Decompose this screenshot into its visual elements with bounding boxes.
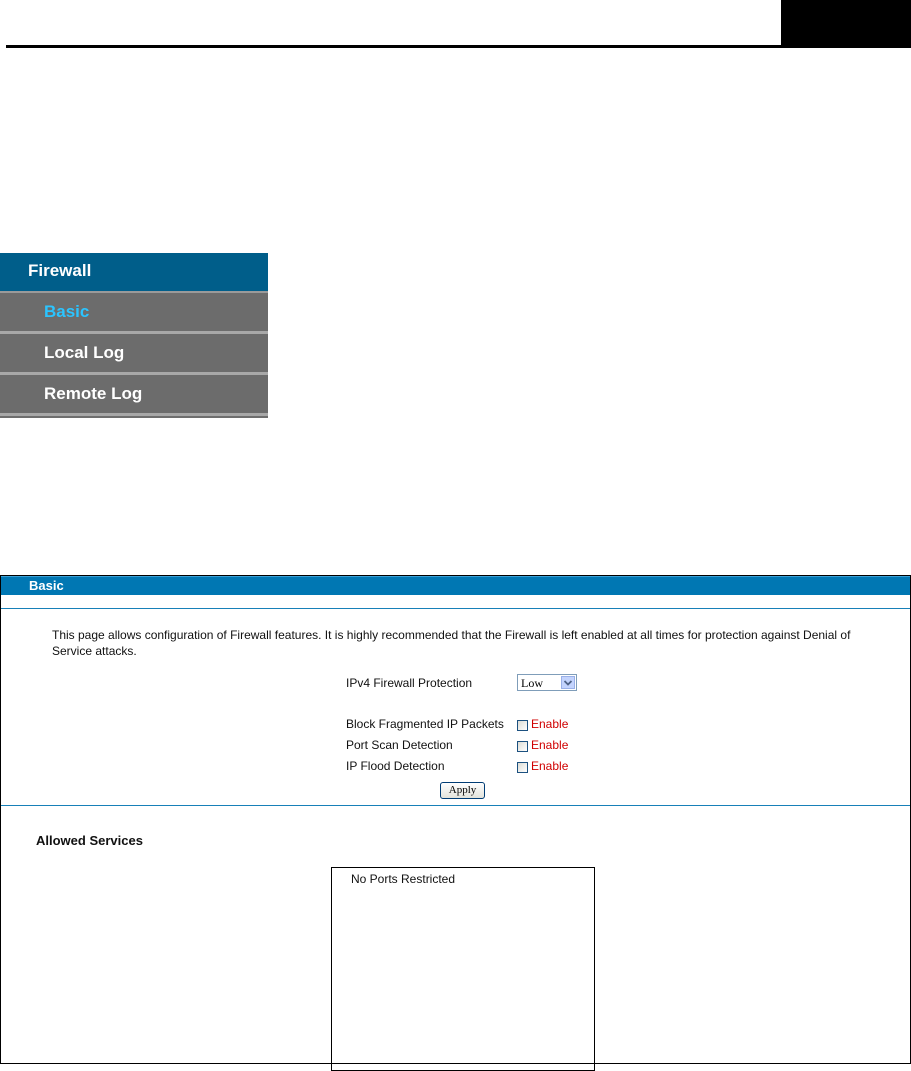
ipv4-firewall-label: IPv4 Firewall Protection (346, 676, 473, 690)
page-header-rule (6, 45, 786, 48)
block-fragmented-checkbox[interactable] (517, 720, 528, 731)
page-description: This page allows configuration of Firewall features. It is highly recommended that the Firewall is left enabled at all times for protection against Denial of Service attacks. (52, 628, 851, 658)
port-scan-enable-label: Enable (531, 738, 569, 752)
menu-item-local-log[interactable]: Local Log (0, 334, 268, 375)
menu-header-firewall[interactable]: Firewall (0, 253, 268, 293)
list-item: No Ports Restricted (351, 872, 456, 886)
ip-flood-checkbox[interactable] (517, 762, 528, 773)
block-fragmented-label: Block Fragmented IP Packets (346, 717, 504, 731)
ipv4-firewall-value: Low (521, 676, 543, 690)
firewall-menu (0, 253, 268, 418)
ipv4-firewall-select[interactable] (517, 674, 577, 691)
section-separator (1, 805, 910, 806)
port-scan-label: Port Scan Detection (346, 738, 453, 752)
chevron-down-icon[interactable] (561, 676, 575, 689)
menu-item-remote-log[interactable]: Remote Log (0, 375, 268, 416)
port-scan-checkbox[interactable] (517, 741, 528, 752)
allowed-services-title: Allowed Services (36, 833, 143, 848)
block-fragmented-enable-label: Enable (531, 717, 569, 731)
title-separator (1, 608, 910, 609)
firewall-basic-panel (0, 575, 911, 1064)
ip-flood-enable-label: Enable (531, 759, 569, 773)
ip-flood-label: IP Flood Detection (346, 759, 445, 773)
apply-button[interactable]: Apply (440, 782, 485, 799)
panel-title: Basic (1, 576, 910, 595)
page-header-tab (781, 0, 911, 48)
allowed-services-list[interactable] (331, 867, 595, 1071)
menu-item-basic[interactable]: Basic (0, 293, 268, 334)
